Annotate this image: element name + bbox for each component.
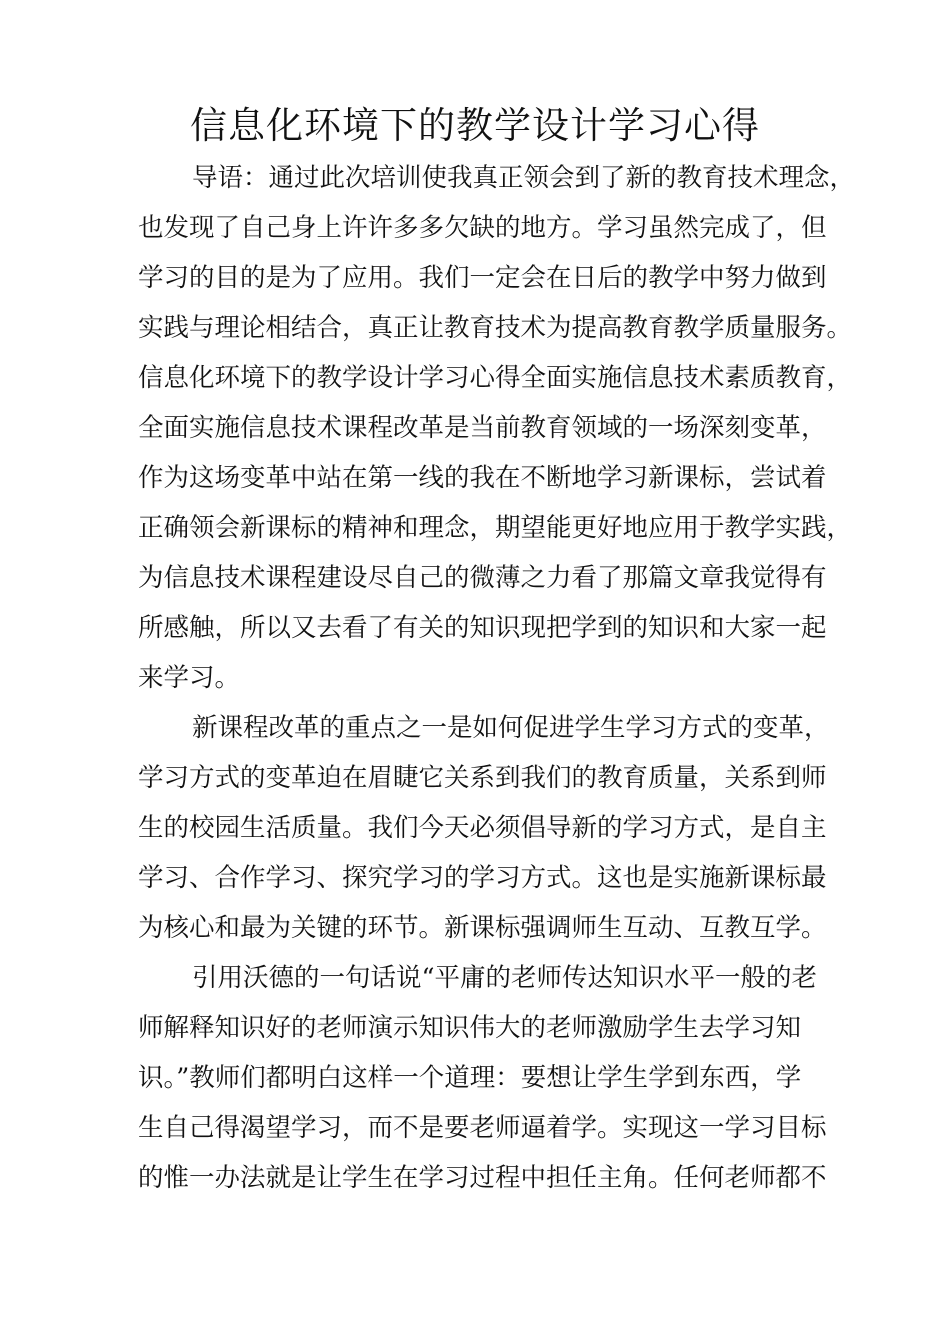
paragraph-line: 也发现了自己身上许许多多欠缺的地方。学习虽然完成了，但 bbox=[138, 213, 827, 243]
paragraph-line: 作为这场变革中站在第一线的我在不断地学习新课标，尝试着 bbox=[138, 463, 827, 493]
paragraph-line: 学习方式的变革迫在眉睫它关系到我们的教育质量，关系到师 bbox=[138, 763, 827, 793]
paragraph-line: 学习、合作学习、探究学习的学习方式。这也是实施新课标最 bbox=[138, 863, 827, 893]
paragraph-line: 导语：通过此次培训使我真正领会到了新的教育技术理念， bbox=[192, 163, 856, 193]
paragraph-line: 正确领会新课标的精神和理念，期望能更好地应用于教学实践， bbox=[138, 513, 853, 543]
paragraph-line: 师解释知识好的老师演示知识伟大的老师激励学生去学习知 bbox=[138, 1013, 802, 1043]
document-title: 信息化环境下的教学设计学习心得 bbox=[190, 104, 760, 147]
paragraph-line: 引用沃德的一句话说“平庸的老师传达知识水平一般的老 bbox=[192, 963, 818, 993]
paragraph-line: 实践与理论相结合，真正让教育技术为提高教育教学质量服务。 bbox=[138, 313, 853, 343]
paragraph-line: 的惟一办法就是让学生在学习过程中担任主角。任何老师都不 bbox=[138, 1163, 827, 1193]
paragraph-line: 为核心和最为关键的环节。新课标强调师生互动、互教互学。 bbox=[138, 913, 827, 943]
paragraph-line: 生的校园生活质量。我们今天必须倡导新的学习方式，是自主 bbox=[138, 813, 827, 843]
paragraph-line: 来学习。 bbox=[138, 663, 241, 693]
paragraph-line: 为信息技术课程建设尽自己的微薄之力看了那篇文章我觉得有 bbox=[138, 563, 827, 593]
paragraph-line: 识。”教师们都明白这样一个道理：要想让学生学到东西，学 bbox=[138, 1063, 802, 1093]
paragraph-line: 信息化环境下的教学设计学习心得全面实施信息技术素质教育， bbox=[138, 363, 853, 393]
paragraph-line: 学习的目的是为了应用。我们一定会在日后的教学中努力做到 bbox=[138, 263, 827, 293]
paragraph-line: 新课程改革的重点之一是如何促进学生学习方式的变革， bbox=[192, 713, 830, 743]
paragraph-line: 全面实施信息技术课程改革是当前教育领域的一场深刻变革， bbox=[138, 413, 827, 443]
paragraph-line: 生自己得渴望学习，而不是要老师逼着学。实现这一学习目标 bbox=[138, 1113, 827, 1143]
paragraph-line: 所感触，所以又去看了有关的知识现把学到的知识和大家一起 bbox=[138, 613, 827, 643]
